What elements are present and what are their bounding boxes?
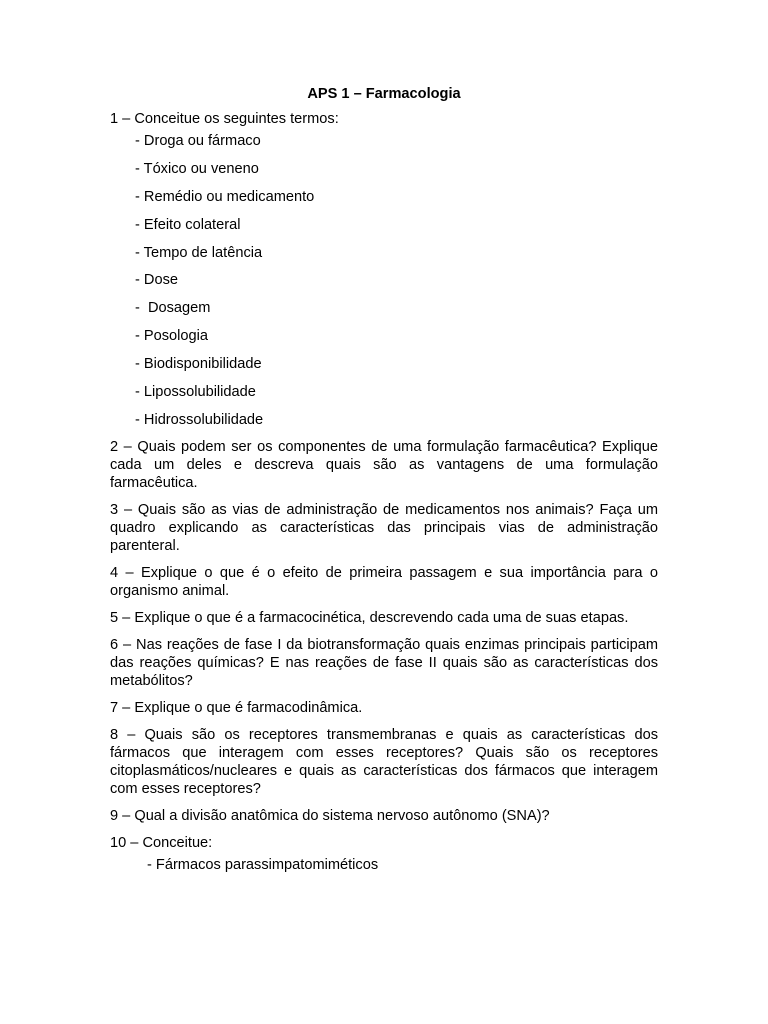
term-item: - Tóxico ou veneno: [135, 160, 259, 177]
question-10-terms: [110, 855, 658, 875]
term-item: - Droga ou fármaco: [135, 133, 261, 149]
question-7: 7 – Explique o que é farmacodinâmica.: [110, 699, 363, 716]
question-1: 1 – Conceitue os seguintes termos:: [110, 111, 339, 127]
term-item: - Biodisponibilidade: [135, 356, 262, 373]
term-item: - Lipossolubilidade: [135, 384, 256, 401]
term-item: - Remédio ou medicamento: [135, 188, 315, 205]
question-2: 2 – Quais podem ser os componentes de uma formulação farmacêutica? Explique cada um deles e descreva quais são as vantagens de uma formulação farmacêutica.: [110, 438, 658, 491]
question-4: 4 – Explique o que é o efeito de primeira passagem e sua importância para o organismo animal.: [110, 564, 658, 599]
question-8: 8 – Quais são os receptores transmembranas e quais as características dos fármacos que interagem com esses receptores? Quais são os receptores citoplasmáticos/nucleares e quais as características dos fármacos que interagem com esses receptores?: [110, 726, 658, 797]
term-item: - Posologia: [135, 328, 209, 345]
question-10: 10 – Conceitue:: [110, 834, 213, 851]
term-item: - Fármacos parassimpatomiméticos: [147, 856, 379, 873]
term-item: - Hidrossolubilidade: [135, 411, 264, 428]
question-6: 6 – Nas reações de fase I da biotransformação quais enzimas principais participam das reações químicas? E nas reações de fase II quais são as características dos metabólitos?: [110, 636, 658, 689]
term-item: - Dose: [135, 272, 178, 289]
question-1-terms: [110, 131, 658, 430]
question-3: 3 – Quais são as vias de administração de medicamentos nos animais? Faça um quadro explicando as características das principais vias de administração parenteral.: [110, 501, 658, 554]
question-9: 9 – Qual a divisão anatômica do sistema nervoso autônomo (SNA)?: [110, 807, 550, 824]
term-item: - Dosagem: [135, 300, 211, 317]
term-item: - Tempo de latência: [135, 244, 263, 261]
document-page: [110, 84, 658, 883]
document-title: APS 1 – Farmacologia: [307, 86, 461, 102]
question-5: 5 – Explique o que é a farmacocinética, descrevendo cada uma de suas etapas.: [110, 609, 629, 626]
term-item: - Efeito colateral: [135, 216, 241, 233]
